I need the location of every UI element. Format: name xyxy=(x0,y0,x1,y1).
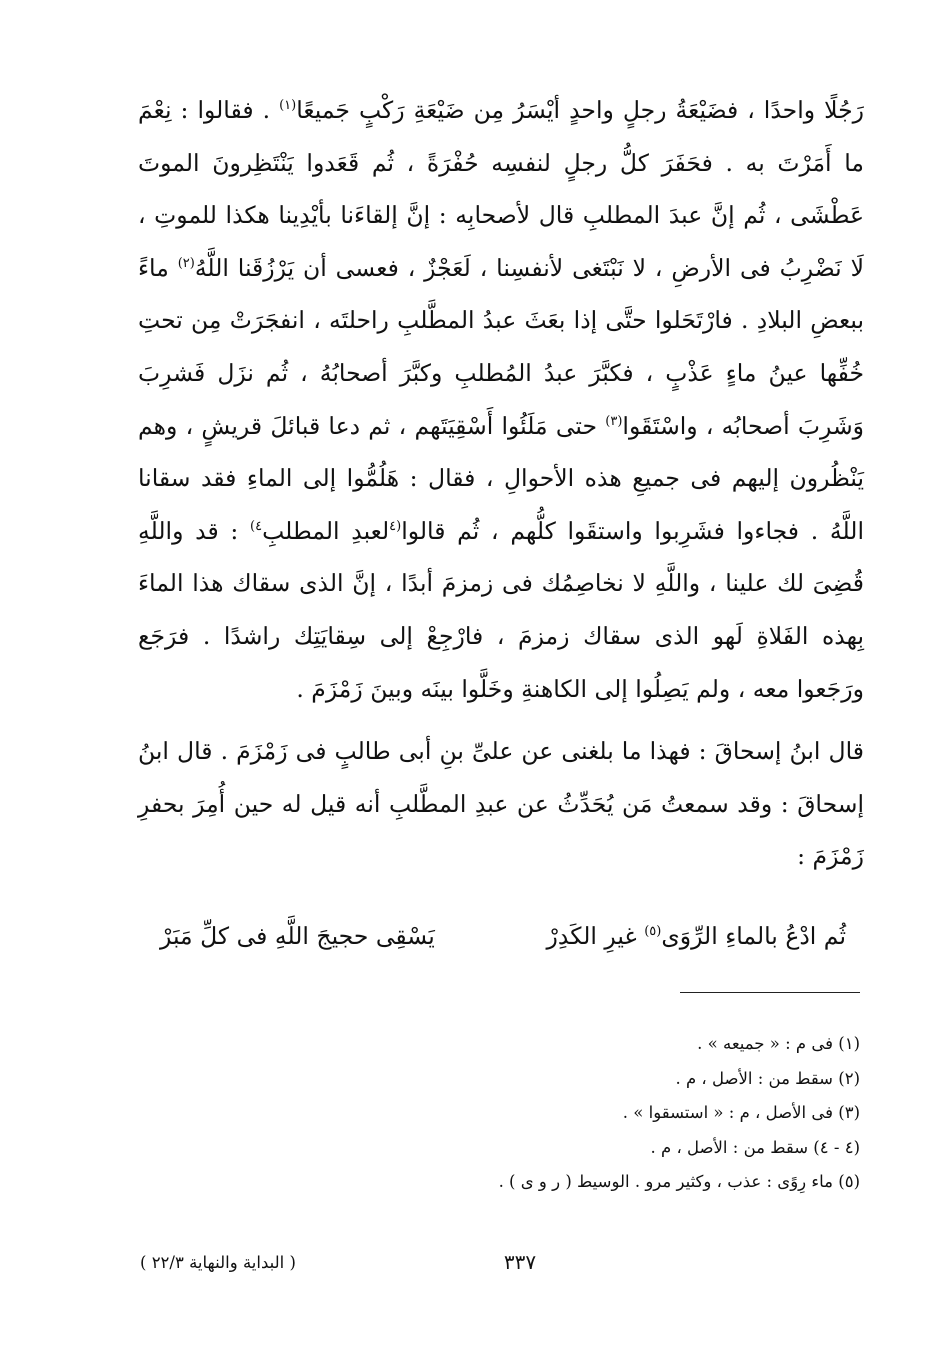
footnote-1: (١) فى م : « جميعه » . xyxy=(697,1034,860,1053)
poetry-verse xyxy=(150,908,856,964)
verse-hemistich-first-text: ثُم ادْعُ بالماءِ الرِّوَى xyxy=(661,922,846,950)
text-run: ماءً ببعضِ البلادِ . فارْتَحَلوا حتَّى إذا بعَثَ عبدُ المطَّلبِ راحلتَه ، انفجَرَتْ مِن تحتِ خُفِّها عينُ ماءٍ عَذْبٍ ، فكبَّرَ عبدُ المُطلبِ وكبَّرَ أصحابُهُ ، ثُم نزَل فَشرِبَ وَشَرِبَ أصحابُه ، واسْتَقَوا xyxy=(138,253,864,440)
footnote-marker: (٣) xyxy=(605,413,623,429)
page-number: ٣٣٧ xyxy=(503,1250,537,1274)
text-run: . فقالوا : نِعْمَ ما أَمَرْتَ به . فحَفَرَ كلُّ رجلٍ لنفسِه حُفْرَةً ، ثُم قَعَدوا يَنْتَظِرونَ الموتَ عَطْشَى ، ثُم إنَّ عبدَ المطلبِ قال لأصحابِه : إنَّ إلقاءَنا بأيْدِينا هكذا للموتِ ، لَا نَضْرِبُ فى الأرضِ ، لا نَبْتَغى لأنفسِنا ، لَعَجْزٌ ، فعسى أن يَرْزُقَنا اللَّهُ xyxy=(138,96,864,282)
verse-hemistich-second: يَسْقِى حجيجَ اللَّهِ فى كلِّ مَبَرْ xyxy=(160,922,435,950)
main-text xyxy=(138,84,864,883)
footnote-4: (٤ - ٤) سقط من : الأصل ، م . xyxy=(650,1137,860,1157)
verse-hemistich-first-end: غيرِ الكَدِرْ xyxy=(546,922,645,950)
footnote-2: (٢) سقط من : الأصل ، م . xyxy=(675,1068,860,1088)
footnote-separator xyxy=(680,992,860,993)
footnote-marker: (٥) xyxy=(644,924,662,940)
footnote-marker: (١) xyxy=(279,98,297,114)
text-run: رَجُلًا واحدًا ، فضَيْعَةُ رجلٍ واحدٍ أيْسَرُ مِن ضَيْعَةِ رَكْبٍ جَميعًا xyxy=(296,96,864,124)
footnote-5: (٥) ماء رِوًى : عذب ، وكثير مرو . الوسيط ( ر و ى ) . xyxy=(498,1172,860,1191)
paragraph-2 xyxy=(138,725,864,883)
footnote-marker: (٢) xyxy=(177,255,195,271)
verse-hemistich-first xyxy=(547,908,846,964)
footnote-marker: ٤) xyxy=(250,518,263,534)
source-reference: ( البداية والنهاية ٢٢/٣ ) xyxy=(140,1253,296,1272)
footnote-3: (٣) فى الأصل ، م : « استسقوا » . xyxy=(622,1103,860,1122)
paragraph-1 xyxy=(138,84,864,715)
text-run: حتى مَلَئُوا أَسْقِيَتَهم ، ثم دعا قبائلَ قريشٍ ، وهم يَنْظُرون إليهم فى جميعِ هذه الأحوالِ ، فقال : هَلُمُّوا إلى الماءِ فقد سقانا اللَّهُ . فجاءوا فشَرِبوا واستقَوا كلُّهم ، ثُم قالوا xyxy=(138,411,864,545)
text-run: قال ابنُ إسحاقَ : فهذا ما بلغنى عن علىِّ بنِ أبى طالبٍ فى زَمْزَمَ . قال ابنُ إسحاقَ : وقد سمعتُ مَن يُحَدِّثُ عن عبدِ المطَّلبِ أنه قيل له حين أُمِرَ بحفرِ زَمْزَمَ : xyxy=(138,737,864,871)
footnote-marker: (٤ xyxy=(389,518,402,534)
text-run: لعبدِ المطلبِ xyxy=(262,516,390,545)
footnotes xyxy=(300,1027,860,1200)
text-run: : قد واللَّهِ قُضِىَ لك علينا ، واللَّهِ لا نخاصِمُك فى زمزمَ أبدًا ، إنَّ الذى سقاك هذا الماءَ بِهذه الفَلاةِ لَهو الذى سقاك زمزمَ ، فارْجِعْ إلى سِقايَتِك راشدًا . فرَجَع ورَجَعوا معه ، ولم يَصِلُوا إلى الكاهنةِ وخَلَّوا بينَه وبينَ زَمْزَمَ . xyxy=(138,516,864,703)
